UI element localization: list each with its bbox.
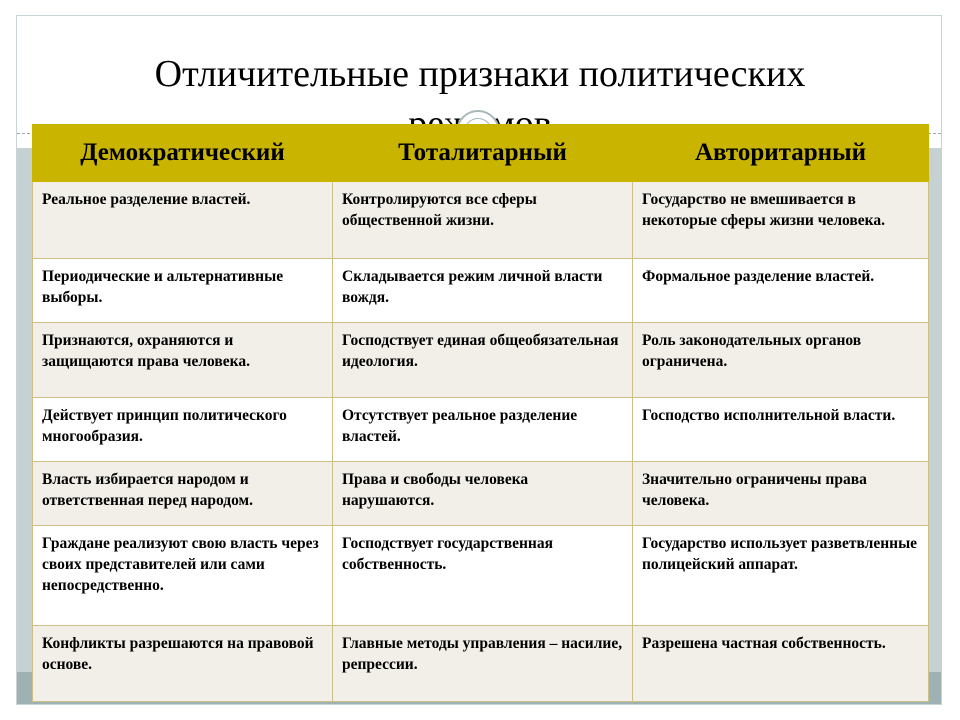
table-cell: Господствует государственная собственность. [333, 526, 633, 626]
table-cell: Значительно ограничены права человека. [633, 462, 929, 526]
table-cell: Главные методы управления – насилие, репрессии. [333, 626, 633, 702]
table-cell: Признаются, охраняются и защищаются права человека. [33, 323, 333, 398]
table-cell: Реальное разделение властей. [33, 182, 333, 259]
table-cell: Власть избирается народом и ответственная перед народом. [33, 462, 333, 526]
table-cell: Господствует единая общеобязательная идеология. [333, 323, 633, 398]
table-row [33, 462, 929, 526]
table-cell: Разрешена частная собственность. [633, 626, 929, 702]
table-row [33, 259, 929, 323]
table-row [33, 398, 929, 462]
table-cell: Контролируются все сферы общественной жизни. [333, 182, 633, 259]
table-cell: Государство использует разветвленные полицейский аппарат. [633, 526, 929, 626]
table-cell: Действует принцип политического многообразия. [33, 398, 333, 462]
header-totalitarian: Тоталитарный [333, 125, 633, 182]
table-cell: Государство не вмешивается в некоторые сферы жизни человека. [633, 182, 929, 259]
table-header-row [33, 125, 929, 182]
table-cell: Складывается режим личной власти вождя. [333, 259, 633, 323]
table-row [33, 526, 929, 626]
table-row [33, 626, 929, 702]
table-cell: Конфликты разрешаются на правовой основе. [33, 626, 333, 702]
slide-title-line1: Отличительные признаки политических [154, 53, 806, 96]
table-cell: Граждане реализуют свою власть через своих представителей или сами непосредственно. [33, 526, 333, 626]
table-row [33, 182, 929, 259]
header-democratic: Демократический [33, 125, 333, 182]
regimes-table [32, 124, 929, 702]
table-cell: Отсутствует реальное разделение властей. [333, 398, 633, 462]
table-cell: Формальное разделение властей. [633, 259, 929, 323]
header-authoritarian: Авторитарный [633, 125, 929, 182]
table-cell: Права и свободы человека нарушаются. [333, 462, 633, 526]
table-row [33, 323, 929, 398]
table-cell: Господство исполнительной власти. [633, 398, 929, 462]
table-cell: Периодические и альтернативные выборы. [33, 259, 333, 323]
table-cell: Роль законодательных органов ограничена. [633, 323, 929, 398]
